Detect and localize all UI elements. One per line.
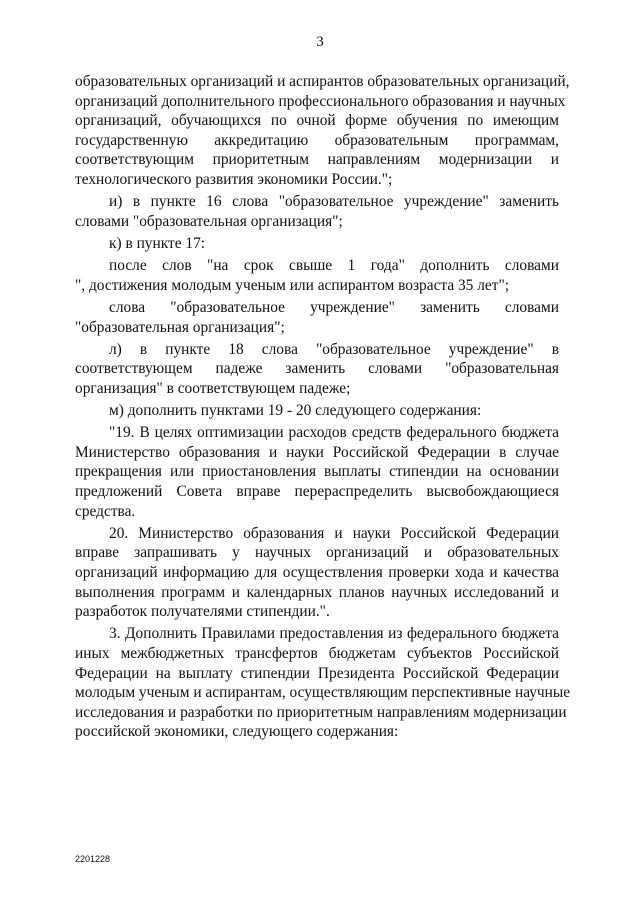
text-line: иных межбюджетных трансфертов бюджетам субъектов Российской xyxy=(75,644,559,662)
text-line: выполнения программ и календарных планов научных исследований и xyxy=(75,583,559,601)
text-line: государственную аккредитацию образовательным программам, xyxy=(75,131,559,149)
text-line: организаций, обучающихся по очной форме обучения по имеющим xyxy=(75,112,559,130)
text-line: средства. xyxy=(75,502,136,520)
text-line: технологического развития экономики России."; xyxy=(75,170,393,188)
text-line: молодым ученым и аспирантам, осуществляющим перспективные научные xyxy=(75,684,571,702)
page-number: 3 xyxy=(316,34,324,50)
text-line: образовательных организаций и аспирантов образовательных организаций, xyxy=(75,73,570,90)
text-line: словами "образовательная организация"; xyxy=(75,212,343,230)
text-line: соответствующим приоритетным направлениям модернизации и xyxy=(75,151,559,169)
text-line: прекращения или приостановления выплаты стипендии на основании xyxy=(75,463,559,481)
text-line: Федерации на выплату стипендии Президента Российской Федерации xyxy=(75,664,559,682)
text-line: "образовательная организация"; xyxy=(75,318,285,336)
text-line: и) в пункте 16 слова "образовательное учреждение" заменить xyxy=(109,193,559,211)
text-line: "19. В целях оптимизации расходов средств федерального бюджета xyxy=(109,424,559,442)
text-line: организаций информацию для осуществления проверки хода и качества xyxy=(75,564,559,581)
text-line: исследования и разработки по приоритетным направлениям модернизации xyxy=(75,703,567,721)
text-line: после слов "на срок свыше 1 года" дополнить словами xyxy=(109,257,559,275)
text-line: российской экономики, следующего содержания: xyxy=(75,723,399,741)
text-line: л) в пункте 18 слова "образовательное учреждение" в xyxy=(109,340,559,358)
text-line: организация" в соответствующем падеже; xyxy=(75,379,351,397)
document-code: 2201228 xyxy=(75,854,111,864)
text-line: организаций дополнительного профессионального образования и научных xyxy=(75,92,566,110)
document-body xyxy=(75,72,571,742)
text-line: Министерство образования и науки Российской Федерации в случае xyxy=(75,443,559,461)
text-line: слова "образовательное учреждение" заменить словами xyxy=(109,298,559,316)
text-line: м) дополнить пунктами 19 - 20 следующего содержания: xyxy=(109,402,482,420)
text-line: 20. Министерство образования и науки Российской Федерации xyxy=(109,524,559,542)
text-line: ", достижения молодым ученым или аспирантом возраста 35 лет"; xyxy=(75,276,510,294)
text-line: к) в пункте 17: xyxy=(109,234,206,252)
text-line: предложений Совета вправе перераспределить высвобождающиеся xyxy=(75,483,559,501)
text-line: соответствующем падеже заменить словами "образовательная xyxy=(75,360,559,378)
text-line: вправе запрашивать у научных организаций и образовательных xyxy=(75,544,559,562)
text-line: 3. Дополнить Правилами предоставления из федерального бюджета xyxy=(109,625,559,643)
text-line: разработок получателями стипендии.". xyxy=(75,603,330,621)
